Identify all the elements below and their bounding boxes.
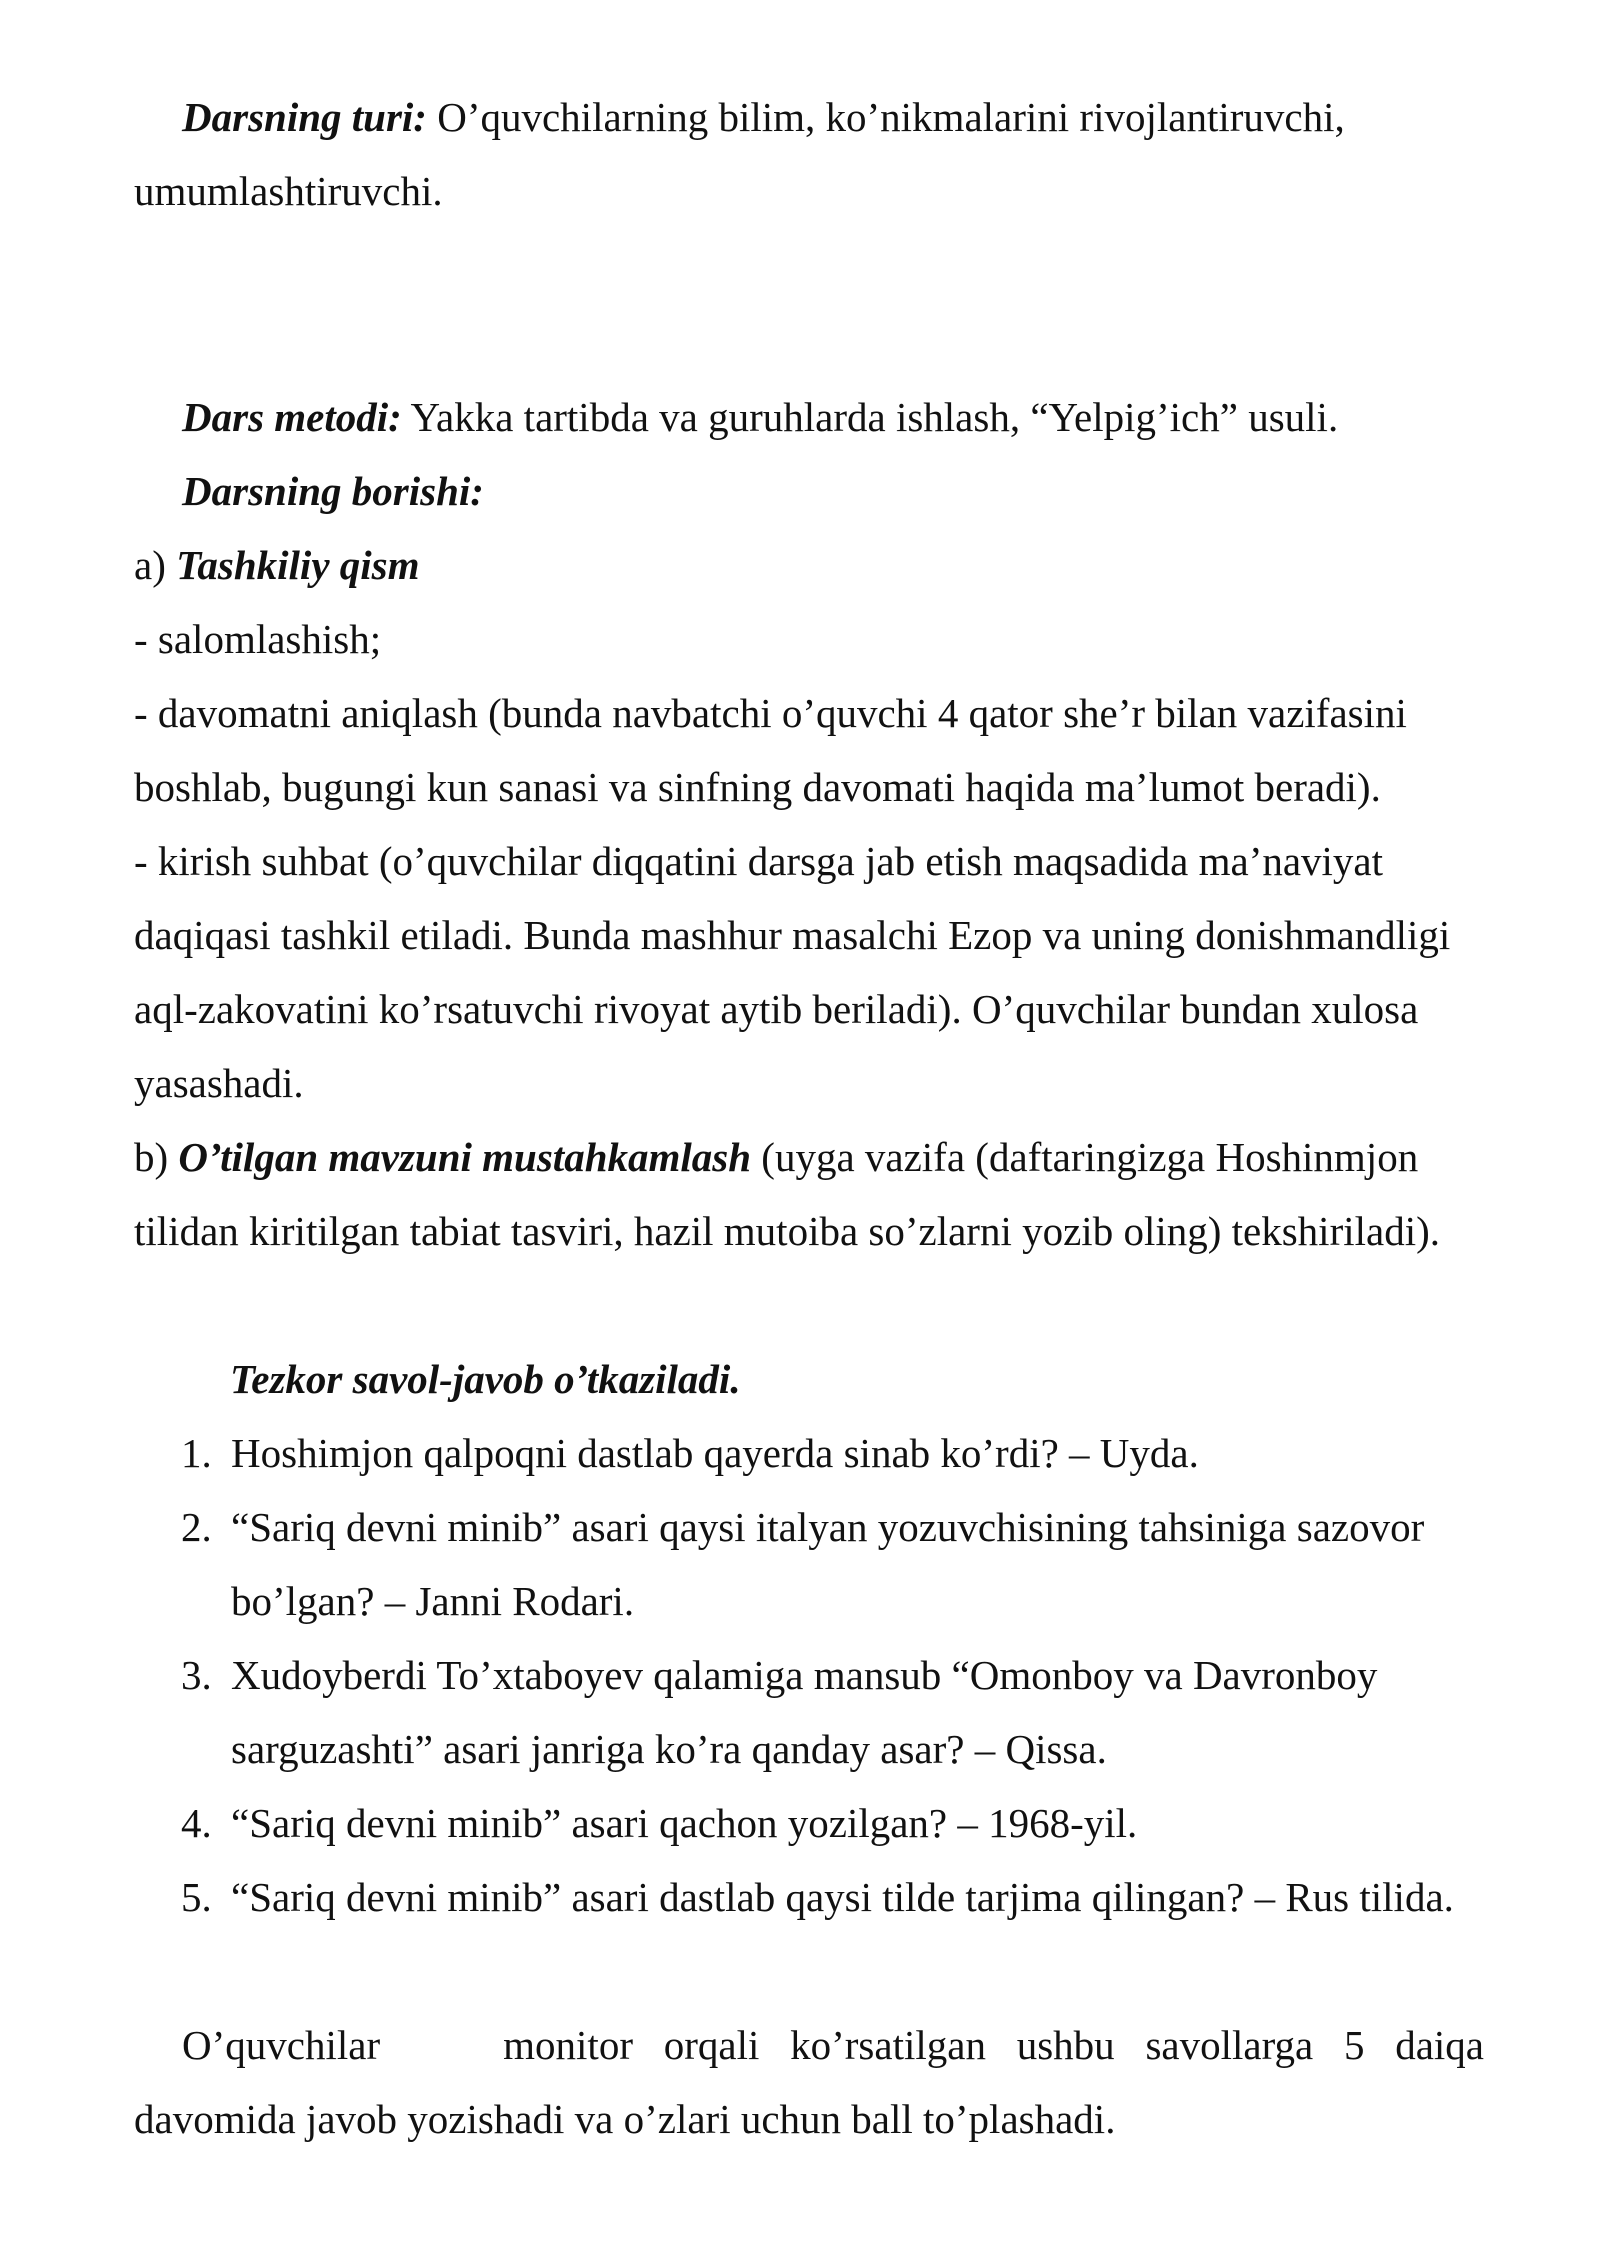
part-b-paragraph	[134, 1120, 1484, 1268]
lesson-method-text: Yakka tartibda va guruhlarda ishlash, “Yelpig’ich” usuli.	[401, 394, 1339, 440]
question-1-text: Hoshimjon qalpoqni dastlab qayerda sinab ko’rdi? – Uyda.	[231, 1430, 1199, 1476]
item-greeting: - salomlashish;	[134, 616, 382, 662]
part-b-prefix: b)	[134, 1134, 179, 1180]
question-1	[181, 1416, 1486, 1490]
question-5-text: “Sariq devni minib” asari dastlab qaysi tilde tarjima qilingan? – Rus tilida.	[231, 1874, 1454, 1920]
lesson-type-text: O’quvchilarning bilim, ko’nikmalarini rivojlantiruvchi, umumlashtiruvchi.	[134, 94, 1345, 214]
question-4-number: 4.	[181, 1800, 212, 1846]
question-2-number: 2.	[181, 1504, 212, 1550]
part-a-heading	[134, 528, 1484, 602]
question-3-number: 3.	[181, 1652, 212, 1698]
question-5-number: 5.	[181, 1874, 212, 1920]
question-2	[181, 1490, 1486, 1638]
part-a-title: Tashkiliy qism	[176, 542, 420, 588]
lesson-type-paragraph	[134, 80, 1484, 228]
item-attendance: - davomatni aniqlash (bunda navbatchi o’quvchi 4 qator she’r bilan vazifasini boshlab, bugungi kun sanasi va sinfning davomati haqida ma’lumot beradi).	[134, 690, 1407, 810]
question-5	[181, 1860, 1486, 1934]
closing-line-2: davomida javob yozishadi va o’zlari uchun ball to’plashadi.	[134, 2096, 1116, 2142]
closing-line-1: O’quvchilar monitor orqali ko’rsatilgan ushbu savollarga 5 daiqa	[182, 2022, 1484, 2068]
part-a-prefix: a)	[134, 542, 177, 588]
question-4	[181, 1786, 1486, 1860]
question-4-text: “Sariq devni minib” asari qachon yozilgan? – 1968-yil.	[231, 1800, 1138, 1846]
quiz-heading: Tezkor savol-javob o’tkaziladi.	[230, 1356, 741, 1402]
part-b-text: (uyga vazifa (daftaringizga Hoshinmjon tilidan kiritilgan tabiat tasviri, hazil mutoiba so’zlarni yozib oling) tekshiriladi).	[134, 1134, 1440, 1254]
question-3-text: Xudoyberdi To’xtaboyev qalamiga mansub “Omonboy va Davronboy sarguzashti” asari janriga ko’ra qanday asar? – Qissa.	[231, 1652, 1378, 1772]
item-intro-talk: - kirish suhbat (o’quvchilar diqqatini darsga jab etish maqsadida ma’naviyat daqiqasi tashkil etiladi. Bunda mashhur masalchi Ezop va uning donishmandligi aql-zakovatini ko’rsatuvchi rivoyat aytib beriladi). O’quvchilar bundan xulosa yasashadi.	[134, 838, 1451, 1106]
lesson-method-label: Dars metodi:	[182, 394, 402, 440]
question-1-number: 1.	[181, 1430, 212, 1476]
part-b-title: O’tilgan mavzuni mustahkamlash	[178, 1134, 752, 1180]
lesson-method-paragraph	[134, 380, 1484, 454]
lesson-type-label: Darsning turi:	[182, 94, 427, 140]
question-3	[181, 1638, 1486, 1786]
progress-heading: Darsning borishi:	[182, 468, 484, 514]
question-2-text: “Sariq devni minib” asari qaysi italyan yozuvchisining tahsiniga sazovor bo’lgan? – Janni Rodari.	[231, 1504, 1425, 1624]
